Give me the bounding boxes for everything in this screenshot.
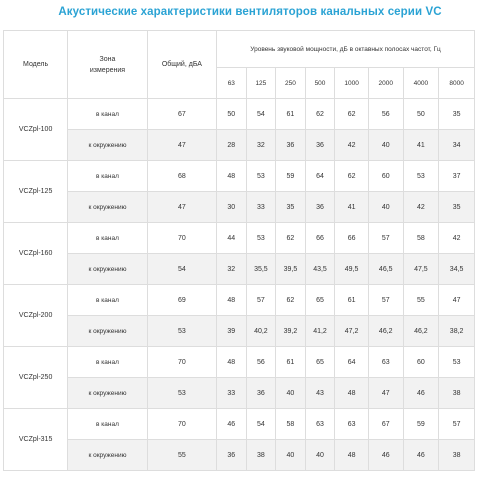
band-value: 41 [335,192,369,223]
band-value: 46 [403,440,439,471]
band-value: 48 [335,378,369,409]
total-dba: 70 [147,347,216,378]
model-name: VCZpl-250 [4,347,68,409]
header-zone-line1: Зона [99,55,116,63]
band-value: 41,2 [305,316,335,347]
band-value: 53 [246,161,276,192]
band-value: 50 [217,99,247,130]
band-value: 59 [276,161,306,192]
band-value: 33 [246,192,276,223]
band-value: 65 [305,285,335,316]
band-value: 50 [403,99,439,130]
band-value: 61 [276,99,306,130]
band-value: 39,2 [276,316,306,347]
band-value: 38,2 [439,316,475,347]
band-value: 36 [305,192,335,223]
band-value: 34,5 [439,254,475,285]
total-dba: 70 [147,223,216,254]
band-value: 32 [217,254,247,285]
band-value: 38 [439,378,475,409]
band-value: 57 [439,409,475,440]
band-value: 58 [276,409,306,440]
model-name: VCZpl-160 [4,223,68,285]
band-value: 35 [439,99,475,130]
band-value: 62 [335,99,369,130]
band-value: 62 [335,161,369,192]
model-name: VCZpl-315 [4,409,68,471]
band-value: 63 [335,409,369,440]
band-value: 47,5 [403,254,439,285]
measurement-zone: к окружению [68,192,148,223]
band-value: 36 [246,378,276,409]
band-value: 36 [305,130,335,161]
table-row [4,409,475,440]
header-frequency: 8000 [439,68,475,99]
band-value: 60 [368,161,403,192]
band-value: 44 [217,223,247,254]
header-total: Общий, дБА [147,31,216,99]
band-value: 46,2 [368,316,403,347]
band-value: 40,2 [246,316,276,347]
band-value: 53 [403,161,439,192]
total-dba: 67 [147,99,216,130]
band-value: 34 [439,130,475,161]
header-zone [68,31,148,99]
header-zone-line2: измерения [89,66,126,74]
acoustic-table [3,30,475,471]
header-frequency: 4000 [403,68,439,99]
band-value: 49,5 [335,254,369,285]
band-value: 60 [403,347,439,378]
band-value: 54 [246,99,276,130]
band-value: 47 [439,285,475,316]
band-value: 41 [403,130,439,161]
header-frequency: 500 [305,68,335,99]
model-name: VCZpl-125 [4,161,68,223]
table-row [4,254,475,285]
header-row [4,31,475,68]
band-value: 59 [403,409,439,440]
measurement-zone: к окружению [68,316,148,347]
table-row [4,347,475,378]
band-value: 40 [368,192,403,223]
total-dba: 55 [147,440,216,471]
band-value: 35 [276,192,306,223]
table-row [4,161,475,192]
band-value: 32 [246,130,276,161]
measurement-zone: в канал [68,285,148,316]
band-value: 66 [305,223,335,254]
band-value: 35,5 [246,254,276,285]
header-frequency: 1000 [335,68,369,99]
band-value: 42 [335,130,369,161]
measurement-zone: к окружению [68,440,148,471]
band-value: 39,5 [276,254,306,285]
measurement-zone: к окружению [68,378,148,409]
total-dba: 54 [147,254,216,285]
model-name: VCZpl-200 [4,285,68,347]
measurement-zone: в канал [68,99,148,130]
band-value: 46,5 [368,254,403,285]
measurement-zone: в канал [68,409,148,440]
band-value: 65 [305,347,335,378]
band-value: 53 [246,223,276,254]
table-row [4,440,475,471]
measurement-zone: к окружению [68,254,148,285]
band-value: 38 [439,440,475,471]
total-dba: 70 [147,409,216,440]
band-value: 46,2 [403,316,439,347]
total-dba: 69 [147,285,216,316]
band-value: 37 [439,161,475,192]
table-row [4,192,475,223]
band-value: 48 [335,440,369,471]
header-frequency: 63 [217,68,247,99]
band-value: 38 [246,440,276,471]
band-value: 48 [217,285,247,316]
band-value: 40 [276,378,306,409]
band-value: 62 [305,99,335,130]
band-value: 42 [403,192,439,223]
total-dba: 47 [147,130,216,161]
band-value: 36 [217,440,247,471]
table-row [4,223,475,254]
band-value: 56 [368,99,403,130]
header-frequency: 2000 [368,68,403,99]
band-value: 47,2 [335,316,369,347]
measurement-zone: к окружению [68,130,148,161]
band-value: 62 [276,223,306,254]
total-dba: 53 [147,378,216,409]
total-dba: 53 [147,316,216,347]
band-value: 67 [368,409,403,440]
band-value: 55 [403,285,439,316]
band-value: 40 [305,440,335,471]
table-row [4,316,475,347]
band-value: 57 [246,285,276,316]
band-value: 48 [217,161,247,192]
model-name: VCZpl-100 [4,99,68,161]
measurement-zone: в канал [68,161,148,192]
band-value: 40 [368,130,403,161]
band-value: 64 [335,347,369,378]
band-value: 54 [246,409,276,440]
band-value: 57 [368,285,403,316]
band-value: 48 [217,347,247,378]
band-value: 43 [305,378,335,409]
band-value: 58 [403,223,439,254]
band-value: 61 [276,347,306,378]
header-frequency: 250 [276,68,306,99]
header-frequency: 125 [246,68,276,99]
band-value: 35 [439,192,475,223]
band-value: 56 [246,347,276,378]
band-value: 63 [305,409,335,440]
band-value: 43,5 [305,254,335,285]
band-value: 47 [368,378,403,409]
band-value: 33 [217,378,247,409]
band-value: 53 [439,347,475,378]
band-value: 30 [217,192,247,223]
measurement-zone: в канал [68,347,148,378]
table-body [4,99,475,471]
band-value: 39 [217,316,247,347]
band-value: 40 [276,440,306,471]
band-value: 61 [335,285,369,316]
measurement-zone: в канал [68,223,148,254]
band-value: 63 [368,347,403,378]
band-value: 46 [368,440,403,471]
table-row [4,285,475,316]
page-title: Акустические характеристики вентиляторов канальных серии VC [58,6,442,18]
band-value: 42 [439,223,475,254]
table-row [4,99,475,130]
band-value: 57 [368,223,403,254]
table-row [4,130,475,161]
band-value: 36 [276,130,306,161]
header-model: Модель [4,31,68,99]
band-value: 66 [335,223,369,254]
band-value: 46 [217,409,247,440]
total-dba: 47 [147,192,216,223]
band-value: 62 [276,285,306,316]
table-row [4,378,475,409]
band-value: 64 [305,161,335,192]
band-value: 28 [217,130,247,161]
band-value: 46 [403,378,439,409]
total-dba: 68 [147,161,216,192]
header-band-title: Уровень звуковой мощности, дБ в октавных полосах частот, Гц [217,31,475,68]
